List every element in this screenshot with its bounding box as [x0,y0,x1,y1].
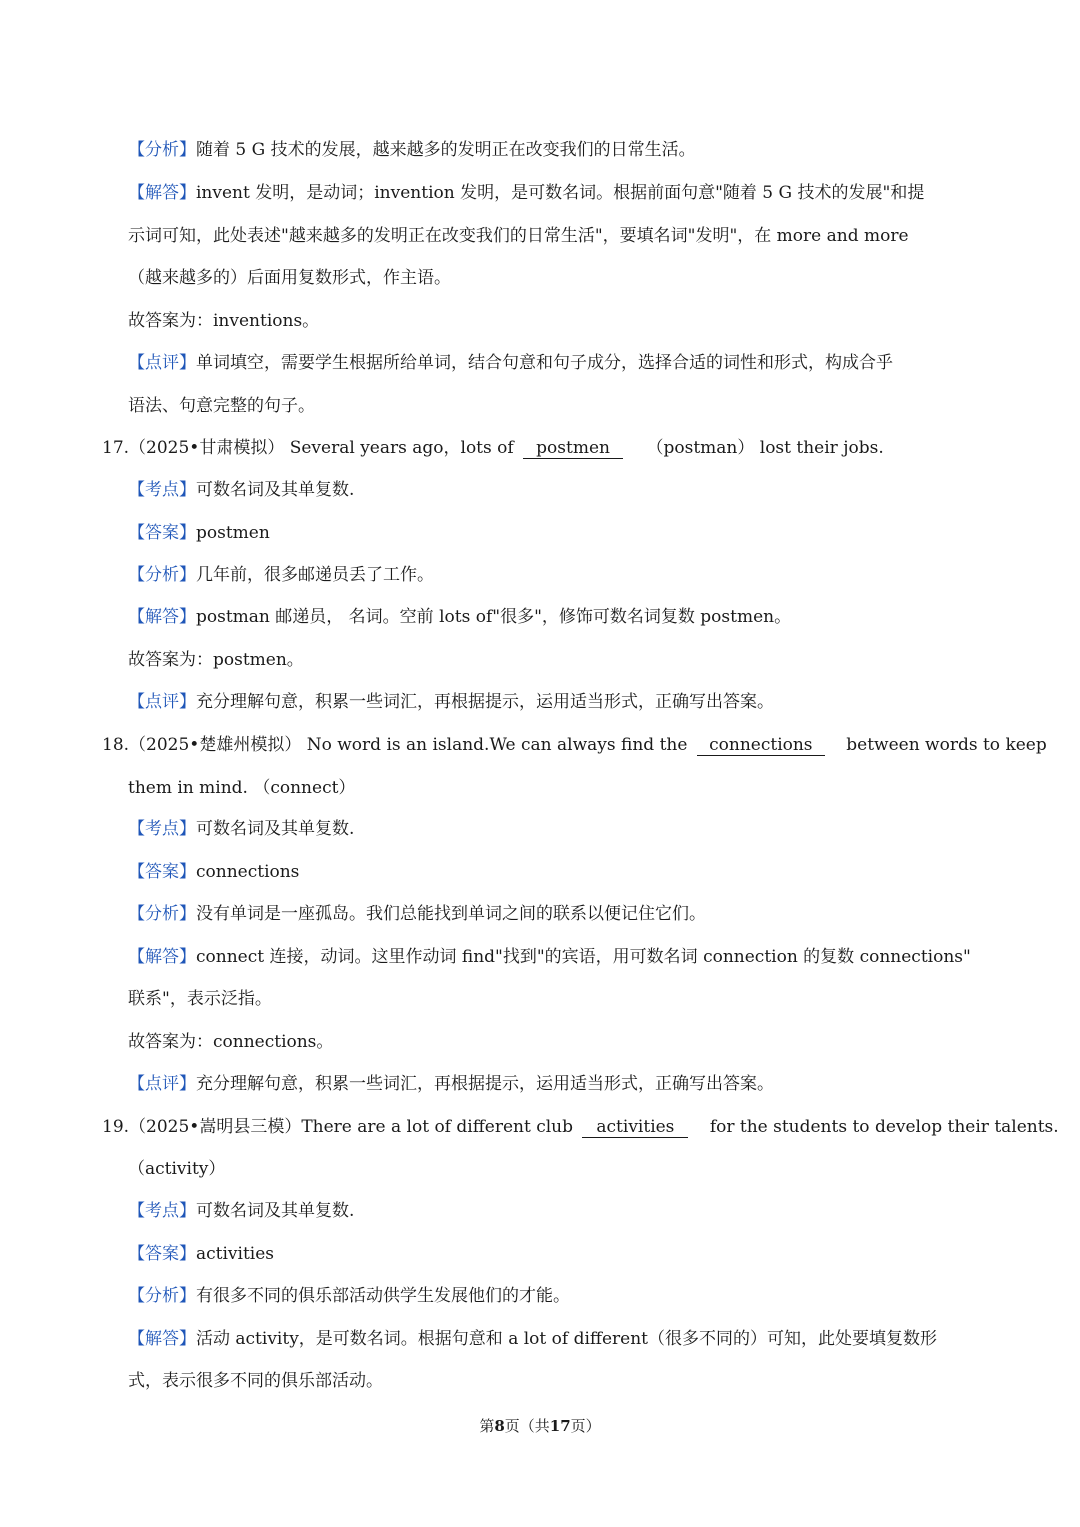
answer-tag: 【答案】 [128,862,196,882]
analysis-line [128,903,978,925]
comment-tag: 【点评】 [128,692,196,712]
question-19-cont [128,1158,978,1180]
solution-line [128,606,978,628]
solution-tag: 【解答】 [128,183,196,203]
solution-tag: 【解答】 [128,947,196,967]
answer-tag: 【答案】 [128,523,196,543]
topic-line [128,1200,978,1222]
question-18 [102,734,1047,756]
solution-text: 活动 activity，是可数名词。根据句意和 a lot of different（很多不同的）可知，此处要填复数形 [196,1329,938,1349]
comment-text: 单词填空，需要学生根据所给单词，结合句意和句子成分，选择合适的词性和形式，构成合乎 [196,353,893,373]
topic-text: 可数名词及其单复数. [196,1201,355,1221]
analysis-tag: 【分析】 [128,1286,196,1306]
topic-tag: 【考点】 [128,1201,196,1221]
analysis-line [128,139,978,161]
answer-tag: 【答案】 [128,1244,196,1264]
footer-prefix: 第 [479,1417,495,1435]
footer-suffix: 页） [570,1417,601,1435]
solution-line-cont [128,1370,978,1392]
topic-text: 可数名词及其单复数. [196,480,355,500]
answer-conclusion-text: 故答案为：inventions。 [128,311,320,331]
page-footer [0,1416,1080,1436]
topic-text: 可数名词及其单复数. [196,819,355,839]
solution-line-cont [128,225,978,247]
topic-line [128,818,978,840]
question-text-tail: for the students to develop their talents. [709,1117,1059,1137]
comment-line [128,1073,978,1095]
answer-blank: connections [697,736,825,756]
answer-line [128,1243,978,1265]
answer-blank: activities [582,1118,688,1138]
question-19 [102,1116,1059,1138]
answer-blank: postmen [523,439,623,459]
footer-mid: 页（共 [504,1417,550,1435]
solution-text: （越来越多的）后面用复数形式，作主语。 [128,268,451,288]
question-17 [102,437,952,459]
comment-text: 充分理解句意，积累一些词汇，再根据提示，运用适当形式，正确写出答案。 [196,692,774,712]
answer-line [128,861,978,883]
solution-line [128,1328,978,1350]
question-hint: （postman） lost their jobs. [646,438,884,458]
question-18-cont [128,777,978,799]
solution-text: 示词可知，此处表述"越来越多的发明正在改变我们的日常生活"，要填名词"发明"，在 more and more [128,226,909,246]
answer-line [128,522,978,544]
analysis-tag: 【分析】 [128,140,196,160]
analysis-text: 几年前，很多邮递员丢了工作。 [196,565,434,585]
comment-line [128,352,978,374]
solution-text: postman 邮递员， 名词。空前 lots of"很多"，修饰可数名词复数 postmen。 [196,607,792,627]
analysis-line [128,564,978,586]
footer-page-number: 8 [494,1417,505,1435]
answer-text: postmen [196,523,270,543]
topic-tag: 【考点】 [128,819,196,839]
comment-tag: 【点评】 [128,1074,196,1094]
solution-line-cont [128,267,978,289]
answer-conclusion-text: 故答案为：postmen。 [128,650,304,670]
topic-line [128,479,978,501]
solution-tag: 【解答】 [128,1329,196,1349]
footer-total-pages: 17 [549,1417,571,1435]
question-hint: （activity） [128,1159,226,1179]
topic-tag: 【考点】 [128,480,196,500]
comment-text: 充分理解句意，积累一些词汇，再根据提示，运用适当形式，正确写出答案。 [196,1074,774,1094]
question-text: 18.（2025•楚雄州模拟） No word is an island.We can always find the [102,735,688,755]
analysis-text: 有很多不同的俱乐部活动供学生发展他们的才能。 [196,1286,570,1306]
solution-line [128,182,978,204]
analysis-line [128,1285,978,1307]
analysis-text: 随着 5 G 技术的发展，越来越多的发明正在改变我们的日常生活。 [196,140,696,160]
analysis-tag: 【分析】 [128,904,196,924]
solution-line [128,946,978,968]
solution-tag: 【解答】 [128,607,196,627]
answer-conclusion [128,1031,978,1053]
analysis-tag: 【分析】 [128,565,196,585]
solution-text: connect 连接，动词。这里作动词 find"找到"的宾语，用可数名词 connection 的复数 connections" [196,947,971,967]
solution-line-cont [128,988,978,1010]
comment-line [128,691,978,713]
answer-text: connections [196,862,300,882]
answer-conclusion-text: 故答案为：connections。 [128,1032,334,1052]
question-hint: them in mind. （connect） [128,778,356,798]
solution-text: 联系"，表示泛指。 [128,989,272,1009]
solution-text: invent 发明，是动词；invention 发明，是可数名词。根据前面句意"随着 5 G 技术的发展"和提 [196,183,925,203]
comment-line-cont [128,395,978,417]
answer-conclusion [128,649,978,671]
analysis-text: 没有单词是一座孤岛。我们总能找到单词之间的联系以便记住它们。 [196,904,706,924]
question-text: 19.（2025•嵩明县三模）There are a lot of different club [102,1117,573,1137]
question-text: 17.（2025•甘肃模拟） Several years ago，lots of [102,438,514,458]
question-text-tail: between words to keep [846,735,1047,755]
answer-conclusion [128,310,978,332]
comment-text: 语法、句意完整的句子。 [128,396,315,416]
solution-text: 式，表示很多不同的俱乐部活动。 [128,1371,383,1391]
answer-text: activities [196,1244,275,1264]
comment-tag: 【点评】 [128,353,196,373]
